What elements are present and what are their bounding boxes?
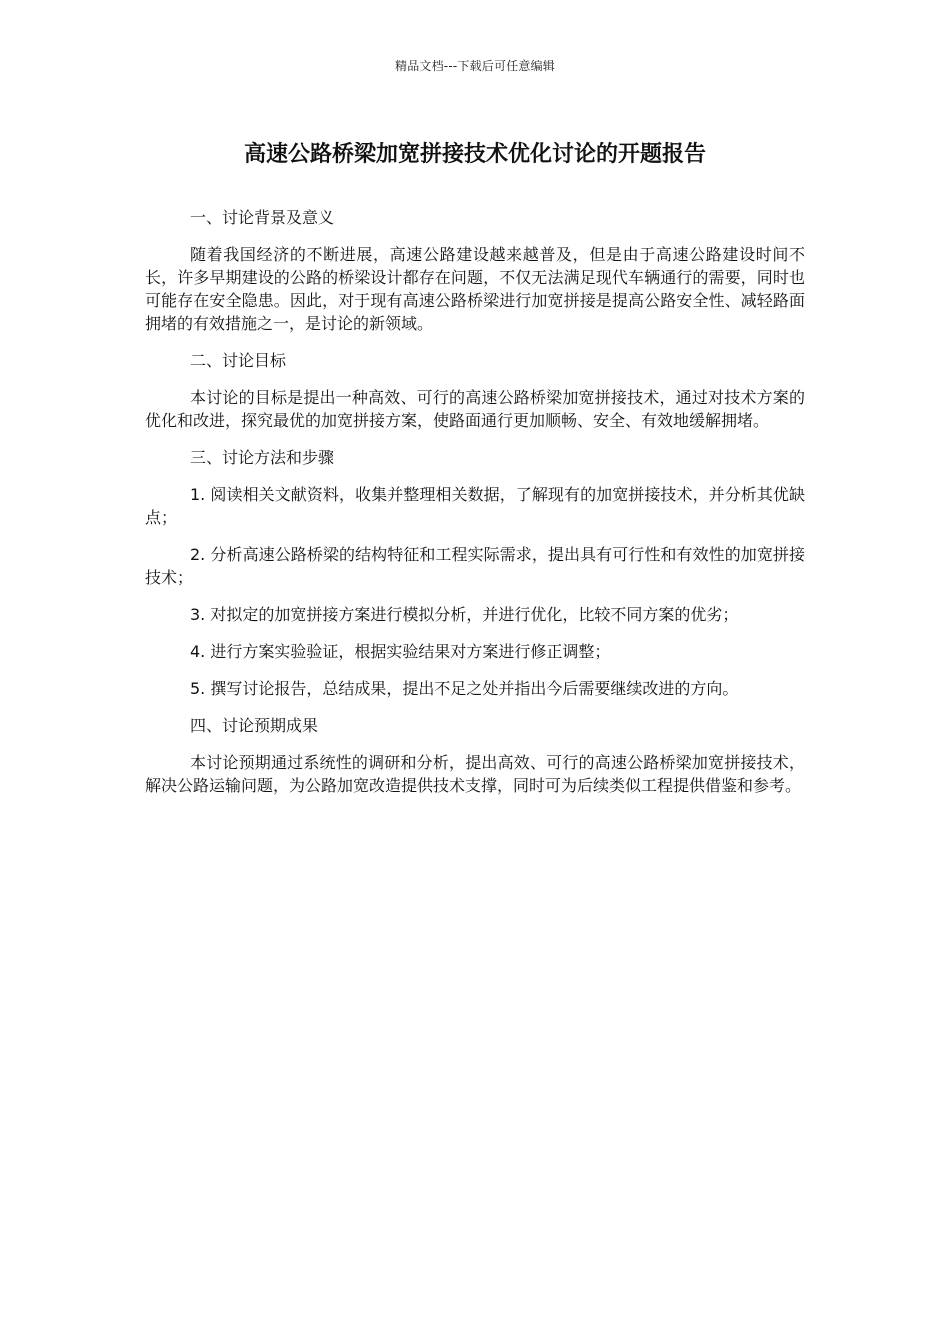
- method-step-3: 3. 对拟定的加宽拼接方案进行模拟分析，并进行优化，比较不同方案的优劣；: [190, 605, 739, 624]
- section-heading-outcomes: 四、讨论预期成果: [190, 716, 319, 735]
- method-step-5: 5. 撰写讨论报告，总结成果，提出不足之处并指出今后需要继续改进的方向。: [190, 679, 739, 698]
- document-body: [145, 206, 805, 811]
- section-heading-background: 一、讨论背景及意义: [190, 208, 335, 227]
- section-heading-methods: 三、讨论方法和步骤: [190, 448, 335, 467]
- method-step-1: 1. 阅读相关文献资料，收集并整理相关数据，了解现有的加宽拼接技术，并分析其优缺点；: [145, 485, 805, 527]
- method-step-4: 4. 进行方案实验验证，根据实验结果对方案进行修正调整；: [190, 642, 611, 661]
- method-step-2: 2. 分析高速公路桥梁的结构特征和工程实际需求，提出具有可行性和有效性的加宽拼接技术；: [145, 545, 805, 587]
- header-note: 精品文档---下载后可任意编辑: [395, 59, 555, 73]
- section-heading-goals: 二、讨论目标: [190, 351, 287, 370]
- section-paragraph-background: 随着我国经济的不断进展，高速公路建设越来越普及，但是由于高速公路建设时间不长，许多早期建设的公路的桥梁设计都存在问题，不仅无法满足现代车辆通行的需要，同时也可能存在安全隐患。因此，对于现有高速公路桥梁进行加宽拼接是提高公路安全性、减轻路面拥堵的有效措施之一，是讨论的新领域。: [145, 245, 805, 333]
- section-paragraph-goals: 本讨论的目标是提出一种高效、可行的高速公路桥梁加宽拼接技术，通过对技术方案的优化和改进，探究最优的加宽拼接方案，使路面通行更加顺畅、安全、有效地缓解拥堵。: [145, 388, 805, 430]
- document-title: 高速公路桥梁加宽拼接技术优化讨论的开题报告: [243, 142, 706, 167]
- section-paragraph-outcomes: 本讨论预期通过系统性的调研和分析，提出高效、可行的高速公路桥梁加宽拼接技术，解决公路运输问题，为公路加宽改造提供技术支撑，同时可为后续类似工程提供借鉴和参考。: [145, 753, 805, 795]
